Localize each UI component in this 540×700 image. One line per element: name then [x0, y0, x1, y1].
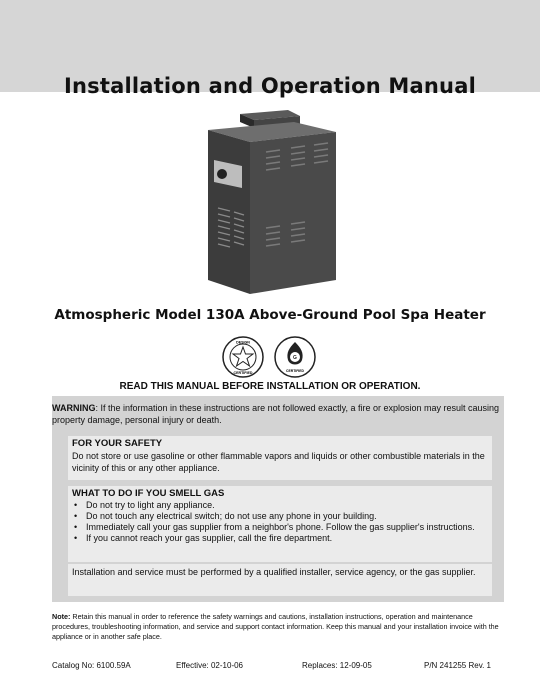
list-item: • Immediately call your gas supplier from a neighbor's phone. Follow the gas supplier's instructions.: [72, 522, 492, 533]
page-title: Installation and Operation Manual: [64, 74, 476, 98]
warning-label: WARNING: [52, 403, 96, 413]
svg-text:CERTIFIED: CERTIFIED: [233, 371, 253, 375]
product-subtitle: Atmospheric Model 130A Above-Ground Pool Spa Heater: [54, 307, 486, 323]
installation-panel: [68, 564, 492, 596]
note-text: Retain this manual in order to reference the safety warnings and cautions, installation instructions, operation and maintenance procedures, troubleshooting information, and service and support contact information. Keep this manual and your installation invoice with the appliance or in another safe place.: [52, 612, 499, 641]
part-number: P/N 241255 Rev. 1: [424, 661, 492, 670]
list-item: • If you cannot reach your gas supplier, call the fire department.: [72, 533, 492, 544]
retain-manual-note: [52, 612, 507, 642]
note-label: Note:: [52, 612, 71, 621]
pool-heater-image: [196, 108, 346, 298]
smell-gas-list: [72, 500, 492, 544]
smell-gas-panel: [68, 486, 492, 562]
smell-gas-heading: WHAT TO DO IF YOU SMELL GAS: [72, 488, 225, 499]
csa-certified-seal-icon: [274, 336, 316, 378]
warning-text: : If the information in these instructions are not followed exactly, a fire or explosion may result causing property damage, personal injury or death.: [52, 403, 500, 425]
catalog-number: Catalog No: 6100.59A: [52, 661, 131, 670]
svg-text:G: G: [293, 355, 297, 361]
design-certified-seal-icon: [222, 336, 264, 378]
installation-text: Installation and service must be performed by a qualified installer, service agency, or the gas supplier.: [72, 567, 476, 577]
safety-text: Do not store or use gasoline or other flammable vapors and liquids or other combustible materials in the vicinity of this or any other appliance.: [72, 451, 485, 473]
svg-text:CERTIFIED: CERTIFIED: [286, 369, 304, 373]
svg-text:DESIGN: DESIGN: [236, 340, 250, 345]
safety-heading: FOR YOUR SAFETY: [72, 438, 163, 449]
read-manual-notice: READ THIS MANUAL BEFORE INSTALLATION OR OPERATION.: [119, 381, 421, 392]
list-item: • Do not touch any electrical switch; do not use any phone in your building.: [72, 511, 492, 522]
replaces-date: Replaces: 12-09-05: [302, 661, 372, 670]
list-item: • Do not try to light any appliance.: [72, 500, 492, 511]
effective-date: Effective: 02-10-06: [176, 661, 244, 670]
warning-statement: [52, 402, 500, 426]
safety-panel: [68, 436, 492, 480]
